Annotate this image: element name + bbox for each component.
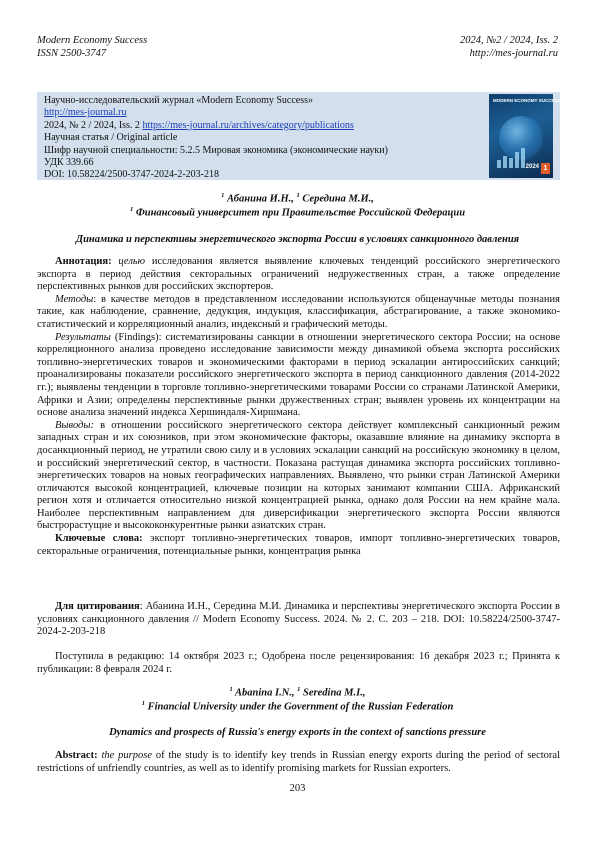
- cover-issue-number: 1: [541, 163, 550, 174]
- cover-year: 2024: [525, 164, 539, 170]
- results-paragraph: Результаты (Findings): систематизированы санкции в отношении энергетического сектора России; на основе корреляционного анализа проведено исследование зависимости между динамикой объема экспорта российских топливно-энергетических товаров и экономическими факторами в период эскалации антироссийских санкций; проанализированы показатели российского энергетического экспорта в период санкционного давления (2014-2022 гг.); выявлены тенденции в торговле топливно-энергетическими товарами России со странами Латинской Америки, Африки и Азии; определены перспективные рынки дружественных стран; выявлен уровень их концентрации на основе анализа значений индекса Хершиндаля-Хиршмана.: [37, 331, 560, 419]
- issue-label: 2024, №2 / 2024, Iss. 2: [460, 35, 558, 46]
- author-seredina-en: Seredina M.I.,: [303, 687, 366, 699]
- journal-url: http://mes-journal.ru: [469, 48, 558, 59]
- article-title-ru: Динамика и перспективы энергетического экспорта России в условиях санкционного давления: [75, 234, 520, 245]
- keywords-paragraph: Ключевые слова: экспорт топливно-энергетических товаров, импорт топливно-энергетических товаров, секторальные ограничения, потенциальные рынки, концентрация рынка: [37, 533, 561, 557]
- article-type: Научная статья / Original article: [44, 132, 178, 144]
- dates-block: Поступила в редакцию: 14 октября 2023 г.; Одобрена после рецензирования: 16 декабря 2023 г.; Принята к публикации: 8 февраля 2024 г.: [37, 651, 560, 675]
- page-number: 203: [289, 783, 306, 794]
- methods-paragraph: Методы: в качестве методов в представленном исследовании используются общенаучные методы познания такие, как наблюдение, сравнение, дедукция, индукция, классификация, абстрагирование, а также экономико-статистический и корреляционный анализ, индексный и графический методы.: [37, 293, 560, 330]
- affiliation-ru: $^1$ Финансовый университет при Правительстве Российской Федерации: [129, 206, 466, 219]
- issue-line: 2024, № 2 / 2024, Iss. 2 https://mes-journal.ru/archives/category/publications: [44, 119, 354, 131]
- abstract-ru: [37, 256, 560, 558]
- journal-name-ru: Научно-исследовательский журнал «Modern Economy Success»: [44, 95, 314, 106]
- author-abanina-ru: Абанина И.Н.,: [226, 193, 297, 205]
- journal-link[interactable]: http://mes-journal.ru: [44, 107, 127, 119]
- cover-title: MODERN ECONOMY SUCCESS: [493, 98, 561, 103]
- article-title-en: Dynamics and prospects of Russia's energy exports in the context of sanctions pressure: [109, 727, 486, 738]
- specialty-code: Шифр научной специальности: 5.2.5 Мировая экономика (экономические науки): [44, 144, 388, 156]
- journal-cover-image: [489, 94, 561, 178]
- abstract-en: Abstract: the purpose of the study is to identify key trends in Russian energy exports during the period of sectoral restrictions of unfriendly countries, as well as to identify promising markets for Russian exporters.: [37, 750, 560, 774]
- issn-label: ISSN 2500-3747: [37, 48, 107, 59]
- udk-code: УДК 339.66: [44, 157, 94, 169]
- archive-link[interactable]: https://mes-journal.ru/archives/category/publications: [142, 119, 354, 131]
- running-header: [37, 34, 558, 60]
- info-lines: [44, 95, 388, 182]
- authors-ru: $^1$ Абанина И.Н., $^1$ Середина М.И.,: [221, 192, 374, 205]
- citation-block: Для цитирования: Абанина И.Н., Середина М.И. Динамика и перспективы энергетического экспорта России в условиях санкционного давления // Modern Economy Success. 2024. № 2. С. 203 – 218. DOI: 10.58224/2500-3747-2024-2-203-218: [37, 601, 560, 638]
- doi-line: DOI: 10.58224/2500-3747-2024-2-203-218: [44, 169, 219, 181]
- authors-en: $^1$ Abanina I.N., $^1$ Seredina M.I.,: [229, 686, 366, 699]
- affiliation-en: $^1$ Financial University under the Government of the Russian Federation: [141, 700, 454, 713]
- journal-name-en: Modern Economy Success: [37, 35, 148, 46]
- annotation-paragraph: Аннотация: целью исследования является выявление ключевых тенденций российского энергетического экспорта в период действия секторальных ограничений недружественных стран, а также определение перспективных рынков для российских экспортеров.: [37, 256, 560, 293]
- author-abanina-en: Abanina I.N.,: [235, 687, 298, 699]
- article-info-box: [37, 92, 560, 180]
- conclusions-paragraph: Выводы: в отношении российского энергетического сектора действует комплексный санкционный режим западных стран и их союзников, при этом экономические факторы, оказавшие влияние на динамику экспорта в досанкционный период, не утратили свою силу и в условиях эскалации санкций на российскую экономику в целом, и российский энергетический сектор, в частности. Показана растущая динамика экспорта российских топливно-энергетических товаров на новых географических направлениях. Выявлено, что рынки стран Латинской Америки отличаются высокой концентрацией, ключевые позиции на которых занимают компании США. Африканский регион хотя и отличается относительно низкой концентрацией рынка, однако доля России на нем крайне мала. Наиболее перспективным направлением для диверсификации энергетического экспорта России являются быстрорастущие и высококонкурентные рынки азиатских стран.: [37, 419, 560, 532]
- author-seredina-ru: Середина М.И.,: [302, 193, 374, 205]
